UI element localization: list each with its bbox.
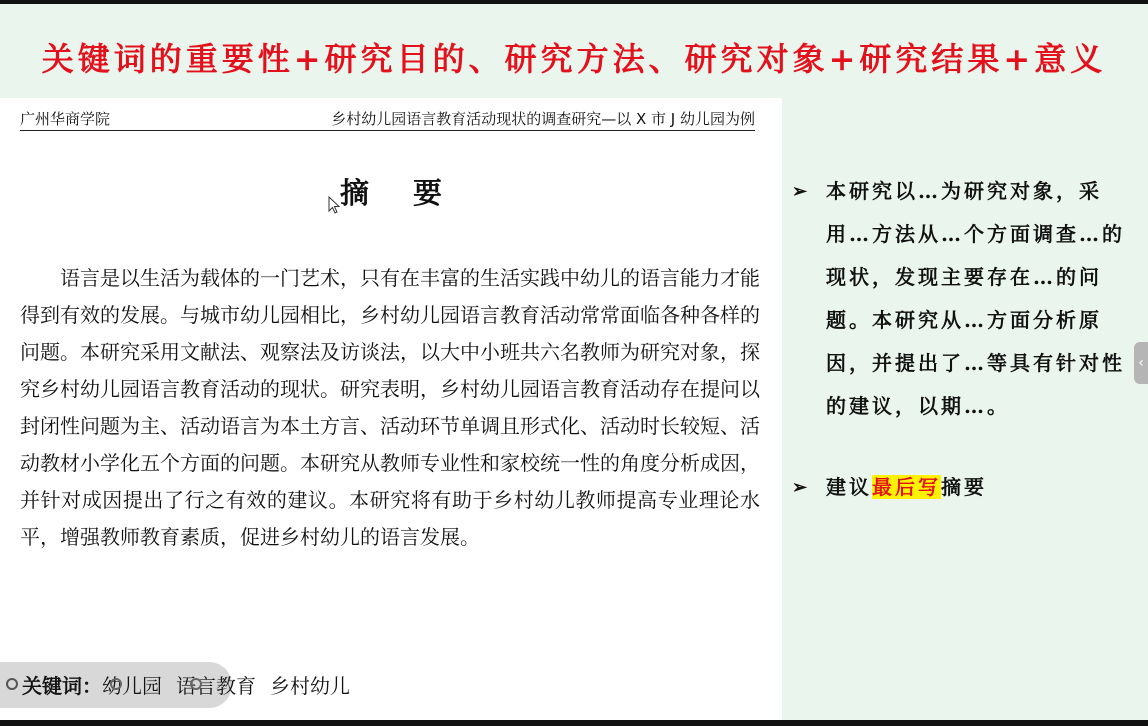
player-dot-icon[interactable] <box>110 678 122 690</box>
note-item <box>790 170 1135 428</box>
side-collapse-tab[interactable] <box>1134 342 1148 384</box>
top-border <box>0 0 1148 4</box>
header-thesis-title: 乡村幼儿园语言教育活动现状的调查研究—以 X 市 J 幼儿园为例 <box>331 110 755 128</box>
arrow-bullet-icon: ➢ <box>792 477 808 498</box>
note-text: 本研究以…为研究对象，采用…方法从…个方面调查…的现状，发现主要存在…的问题。本研究从…方面分析原因，并提出了…等具有针对性的建议，以期…。 <box>826 179 1125 418</box>
chevron-left-icon: ‹ <box>1138 355 1144 371</box>
player-dot-icon[interactable] <box>190 678 202 690</box>
mouse-cursor-icon <box>328 196 340 214</box>
abstract-title: 摘要 <box>339 176 486 210</box>
note-highlight: 最后写 <box>872 475 941 499</box>
header-school: 广州华商学院 <box>20 110 111 128</box>
player-controls[interactable] <box>0 662 232 708</box>
note-item <box>790 466 1135 509</box>
keyword-item: 乡村幼儿 <box>270 674 350 698</box>
document-page <box>0 98 782 720</box>
abstract-body: 语言是以生活为载体的一门艺术，只有在丰富的生活实践中幼儿的语言能力才能得到有效的发展。与城市幼儿园相比，乡村幼儿园语言教育活动常常面临各种各样的问题。本研究采用文献法、观察法及访谈法，以大中小班共六名教师为研究对象，探究乡村幼儿园语言教育活动的现状。研究表明，乡村幼儿园语言教育活动存在提问以封闭性问题为主、活动语言为本土方言、活动环节单调且形式化、活动时长较短、活动教材小学化五个方面的问题。本研究从教师专业性和家校统一性的角度分析成因，并针对成因提出了行之有效的建议。本研究将有助于乡村幼儿教师提高专业理论水平，增强教师教育素质，促进乡村幼儿的语言发展。 <box>20 266 760 549</box>
keyword-item: 语言教育 <box>176 674 256 698</box>
player-dot-icon[interactable] <box>6 678 18 690</box>
notes-panel <box>790 170 1135 509</box>
keyword-item: 幼儿园 <box>102 674 162 698</box>
note-prefix: 建议 <box>826 475 872 499</box>
bottom-border <box>0 720 1148 726</box>
note-suffix: 摘要 <box>941 475 987 499</box>
document-header <box>20 108 755 131</box>
keywords-label: 关键词： <box>22 674 102 698</box>
arrow-bullet-icon: ➢ <box>792 181 808 202</box>
slide-title: 关键词的重要性+研究目的、研究方法、研究对象+研究结果+意义 <box>41 40 1107 78</box>
